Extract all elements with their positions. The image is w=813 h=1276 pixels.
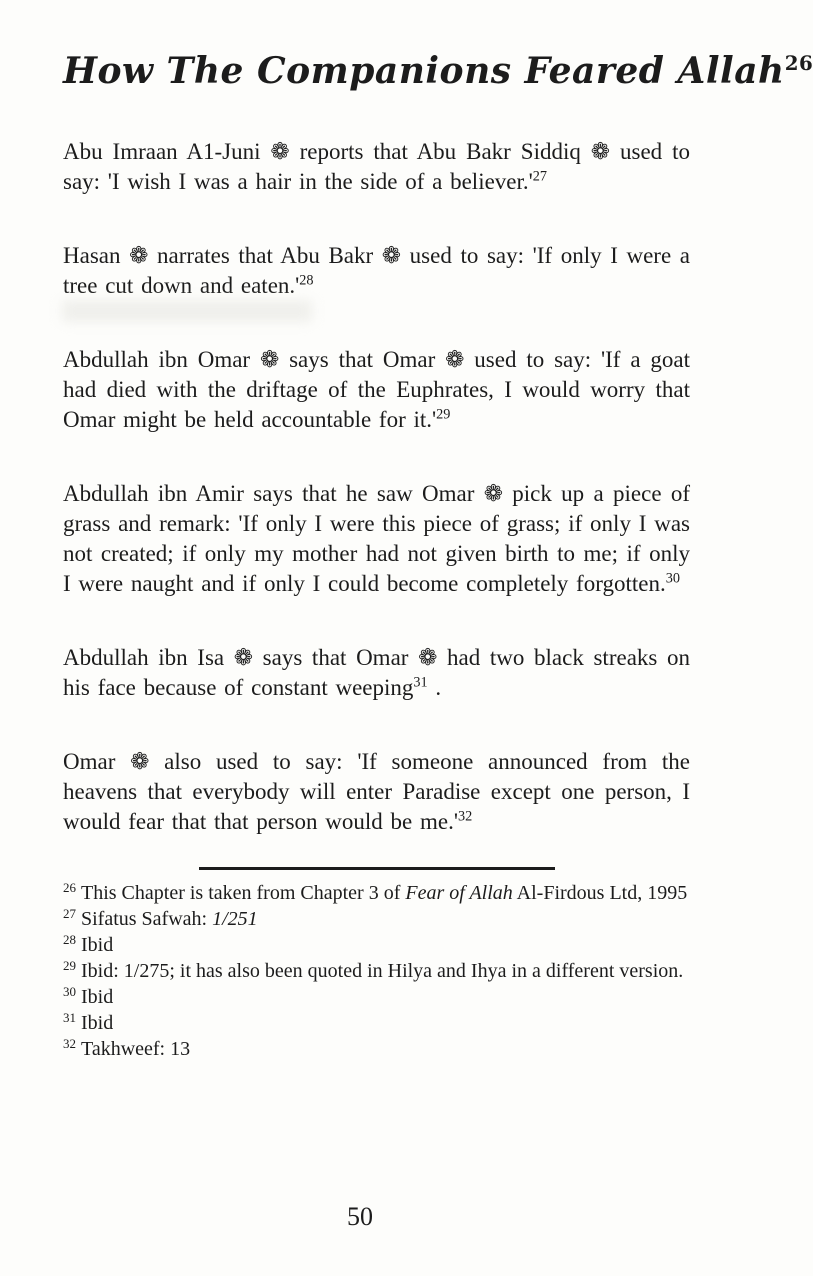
footnote-text: Ibid — [81, 1012, 114, 1035]
footnote-ref-28: 28 — [299, 272, 314, 289]
footnote-26 — [63, 880, 690, 906]
footnote-text: Ibid — [81, 934, 114, 957]
page-number: 50 — [347, 1202, 373, 1231]
paragraph-text: Abu Imraan A1-Juni ❁ reports that Abu Bakr Siddiq ❁ used to say: 'I wish I was a hair in the side of a believer.' — [63, 139, 690, 195]
footnote-separator-rule — [199, 867, 555, 870]
footnote-ref-29: 29 — [436, 406, 451, 423]
footnote-italic-text: 1/251 — [212, 908, 258, 931]
paragraph-text: Abdullah ibn Amir says that he saw Omar ❁ pick up a piece of grass and remark: 'If only I were this piece of grass; if only I was not created; if only my mother had not given birth to me; if only I were naught and if only I could become completely forgotten. — [63, 481, 690, 597]
footnote-28 — [63, 932, 690, 958]
paragraph-abdullah-ibn-isa — [63, 643, 690, 703]
paragraph-abdullah-ibn-amir — [63, 479, 690, 599]
footnote-text: Takhweef: 13 — [81, 1038, 191, 1061]
footnote-ref-30: 30 — [665, 570, 680, 587]
paragraph-text: Abdullah ibn Isa ❁ says that Omar ❁ had two black streaks on his face because of constant weeping — [63, 645, 690, 701]
footnote-italic-text: Fear of Allah — [405, 882, 513, 905]
footnote-27 — [63, 906, 690, 932]
paragraph-hasan — [63, 241, 690, 301]
footnote-ref-26: 26 — [784, 51, 813, 75]
paragraph-abu-imraan — [63, 137, 690, 197]
footnote-text: This Chapter is taken from Chapter 3 of — [81, 882, 406, 905]
footnote-text: Ibid — [81, 986, 114, 1009]
footnote-ref-32: 32 — [457, 808, 473, 825]
footnote-ref-27: 27 — [532, 168, 548, 185]
footnote-number: 32 — [63, 1035, 76, 1051]
footnote-32 — [63, 1036, 690, 1062]
footnote-30 — [63, 984, 690, 1010]
footnote-31 — [63, 1010, 690, 1036]
footnote-ref-31: 31 — [413, 674, 428, 691]
chapter-title — [63, 0, 813, 93]
paragraph-omar-paradise — [63, 747, 690, 837]
paragraph-text: Abdullah ibn Omar ❁ says that Omar ❁ used to say: 'If a goat had died with the driftage of the Euphrates, I would worry that Omar might be held accountable for it.' — [63, 347, 690, 433]
paragraph-text: Hasan ❁ narrates that Abu Bakr ❁ used to say: 'If only I were a tree cut down and eaten.' — [63, 243, 690, 299]
footnote-number: 30 — [63, 983, 76, 999]
footnote-text-post: Al-Firdous Ltd, 1995 — [512, 882, 688, 905]
footnote-text: Sifatus Safwah: — [81, 908, 213, 931]
footnotes-section — [63, 880, 690, 1062]
footnote-number: 31 — [63, 1009, 76, 1025]
footnote-number: 29 — [63, 957, 76, 973]
paragraph-abdullah-ibn-omar — [63, 345, 690, 435]
paragraph-text: Omar ❁ also used to say: 'If someone announced from the heavens that everybody will enter Paradise except one person, I would fear that that person would be me.' — [63, 749, 690, 835]
chapter-title-text: How The Companions Feared Allah — [63, 50, 785, 92]
footnote-number: 28 — [63, 931, 76, 947]
footnote-number: 26 — [63, 879, 76, 895]
paragraph-after: . — [427, 675, 442, 701]
footnote-number: 27 — [63, 905, 76, 921]
footnote-29 — [63, 958, 690, 984]
footnote-text: Ibid: 1/275; it has also been quoted in Hilya and Ihya in a different version. — [81, 960, 684, 983]
